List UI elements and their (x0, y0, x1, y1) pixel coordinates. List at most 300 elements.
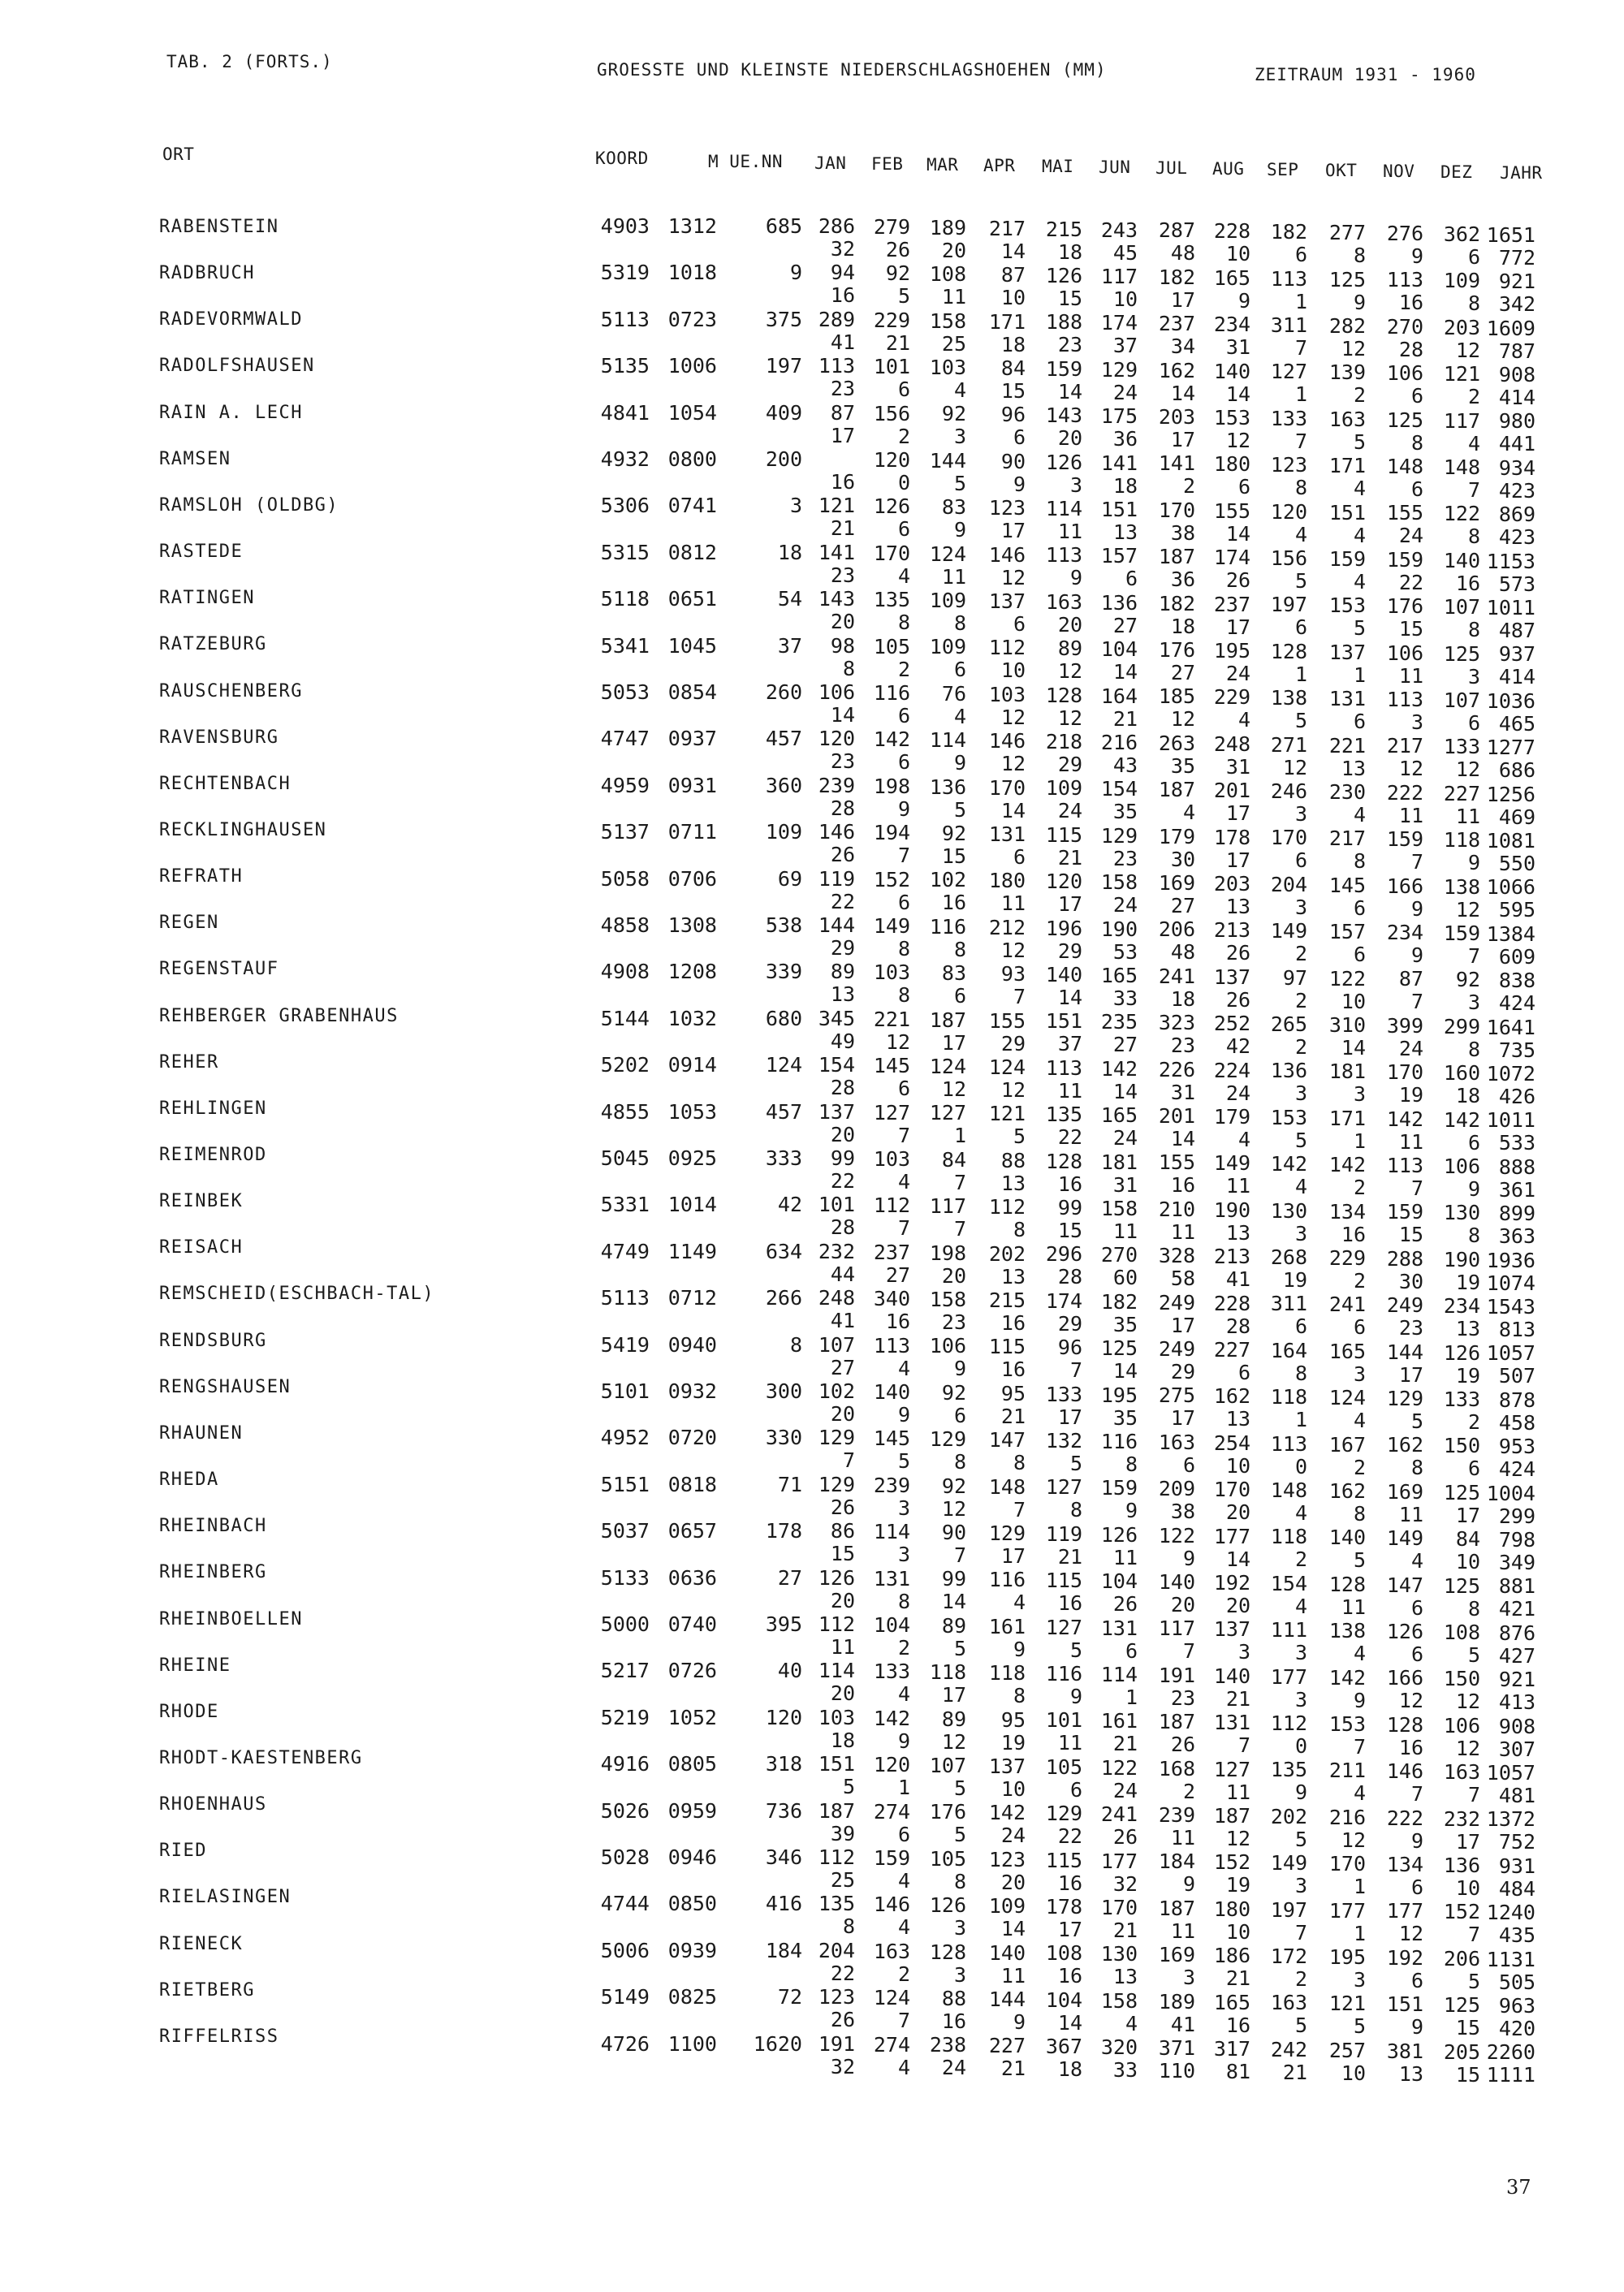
max-value: 141 (818, 540, 855, 564)
min-value: 27 (1112, 613, 1138, 637)
min-value: 4 (1294, 1175, 1307, 1199)
min-value: 37 (1057, 1032, 1082, 1056)
min-value: 3 (1353, 1967, 1366, 1992)
min-value: 19 (1398, 1083, 1423, 1107)
max-value: 257 (1328, 2038, 1366, 2062)
min-value: 6 (1069, 1777, 1082, 1802)
station-lon: 1054 (667, 400, 717, 425)
min-value: 9 (953, 1357, 966, 1381)
min-value: 7 (1467, 477, 1480, 502)
min-value: 21 (1112, 1918, 1138, 1942)
min-value: 9 (897, 1402, 910, 1427)
min-value: 35 (1170, 753, 1195, 778)
max-value: 1081 (1486, 829, 1535, 852)
max-value: 94 (830, 261, 855, 285)
min-value: 48 (1170, 241, 1195, 265)
max-value: 125 (1443, 1480, 1480, 1504)
station-lon: 1032 (667, 1006, 717, 1030)
station-lon: 0931 (667, 773, 717, 797)
max-value: 120 (1045, 870, 1082, 894)
max-value: 125 (1443, 641, 1480, 666)
max-value: 136 (1443, 1853, 1480, 1877)
max-value: 1072 (1486, 1062, 1535, 1086)
min-value: 43 (1112, 753, 1138, 777)
min-value: 12 (1057, 659, 1082, 684)
max-value: 235 (1100, 1010, 1138, 1034)
min-value: 441 (1498, 432, 1535, 456)
min-value: 2 (1182, 474, 1195, 499)
table-title: GROESSTE UND KLEINSTE NIEDERSCHLAGSHOEHEN (MM) (597, 60, 1107, 80)
col-okt: OKT (1325, 161, 1358, 180)
min-value: 12 (941, 1729, 966, 1754)
min-value: 24 (1000, 1824, 1026, 1848)
min-value: 8 (1410, 1456, 1423, 1480)
max-value: 190 (1100, 917, 1138, 941)
max-value: 151 (1100, 497, 1138, 521)
max-value: 230 (1328, 779, 1366, 804)
max-value: 908 (1498, 363, 1535, 386)
max-value: 159 (873, 1845, 910, 1870)
min-value: 6 (953, 1403, 966, 1427)
min-value: 3 (1294, 1641, 1307, 1665)
max-value: 143 (818, 587, 855, 611)
min-value: 53 (1112, 939, 1138, 964)
min-value: 19 (1282, 1268, 1307, 1292)
max-value: 118 (1443, 828, 1480, 852)
max-value: 224 (1213, 1058, 1250, 1082)
col-sep: SEP (1267, 160, 1299, 179)
min-value: 1 (1353, 1875, 1366, 1899)
min-value: 8 (1013, 1451, 1026, 1475)
min-value: 8 (953, 611, 966, 635)
min-value: 38 (1170, 1500, 1195, 1524)
min-value: 6 (1294, 243, 1307, 267)
min-value: 9 (1353, 290, 1366, 314)
min-value: 12 (1000, 705, 1026, 729)
max-value: 89 (1057, 637, 1082, 661)
min-value: 686 (1498, 758, 1535, 783)
station-lat: 5045 (600, 1146, 650, 1170)
station-name: RADOLFSHAUSEN (159, 356, 315, 377)
min-value: 6 (1353, 943, 1366, 967)
min-value: 15 (1057, 1219, 1082, 1242)
max-value: 277 (1328, 221, 1366, 245)
min-value: 11 (941, 564, 966, 589)
min-value: 3 (953, 1962, 966, 1987)
max-value: 249 (1158, 1290, 1195, 1314)
min-value: 14 (941, 1590, 966, 1614)
min-value: 12 (1225, 428, 1250, 452)
max-value: 99 (1057, 1196, 1082, 1219)
min-value: 9 (1410, 1828, 1423, 1853)
min-value: 12 (1455, 758, 1480, 782)
max-value: 239 (1158, 1803, 1195, 1827)
max-value: 76 (941, 681, 966, 706)
min-value: 14 (1112, 1359, 1138, 1383)
max-value: 124 (988, 1055, 1026, 1079)
max-value: 106 (818, 680, 855, 704)
min-value: 9 (953, 518, 966, 542)
max-value: 139 (1328, 360, 1366, 385)
max-value: 171 (1328, 1106, 1366, 1130)
min-value: 13 (1000, 1264, 1026, 1288)
max-value: 114 (873, 1520, 910, 1544)
station-lat: 5118 (600, 587, 650, 611)
max-value: 221 (873, 1007, 910, 1031)
station-name: RABENSTEIN (159, 217, 279, 237)
max-value: 345 (818, 1006, 855, 1030)
min-value: 3 (1353, 1082, 1366, 1107)
max-value: 252 (1213, 1012, 1250, 1036)
max-value: 164 (1270, 1338, 1307, 1362)
min-value: 4 (1237, 708, 1250, 732)
max-value: 198 (929, 1241, 966, 1265)
min-value: 3 (953, 1916, 966, 1940)
max-value: 144 (1386, 1340, 1423, 1364)
max-value: 210 (1158, 1197, 1195, 1221)
min-value: 18 (1170, 986, 1195, 1011)
max-value: 126 (929, 1893, 966, 1918)
max-value: 142 (1328, 1665, 1366, 1690)
max-value: 105 (873, 634, 910, 658)
max-value: 159 (1386, 827, 1423, 852)
max-value: 140 (1158, 1570, 1195, 1594)
max-value: 151 (1045, 1009, 1082, 1034)
max-value: 107 (1443, 595, 1480, 619)
max-value: 320 (1100, 2035, 1138, 2060)
min-value: 11 (1112, 1545, 1138, 1569)
min-value: 19 (1000, 1730, 1026, 1755)
max-value: 212 (988, 915, 1026, 939)
max-value: 197 (1270, 593, 1307, 617)
station-lon: 1149 (667, 1239, 717, 1263)
min-value: 6 (1294, 1314, 1307, 1339)
min-value: 2 (1353, 1455, 1366, 1479)
min-value: 9 (1069, 1685, 1082, 1708)
min-value: 18 (1000, 332, 1026, 356)
station-height: 330 (765, 1426, 802, 1450)
min-value: 41 (1225, 1267, 1250, 1292)
max-value: 128 (1045, 683, 1082, 707)
max-value: 148 (1270, 1478, 1307, 1502)
min-value: 17 (941, 1683, 966, 1707)
max-value: 157 (1328, 920, 1366, 944)
max-value: 160 (1443, 1061, 1480, 1086)
max-value: 138 (1328, 1619, 1366, 1643)
max-value: 237 (1158, 312, 1195, 336)
min-value: 13 (1000, 1171, 1026, 1195)
max-value: 371 (1158, 2036, 1195, 2060)
max-value: 153 (1328, 1711, 1366, 1736)
station-name: RAIN A. LECH (159, 402, 303, 423)
min-value: 6 (1467, 1130, 1480, 1155)
max-value: 140 (988, 1940, 1026, 1965)
min-value: 1 (1294, 382, 1307, 407)
min-value: 1 (1294, 289, 1307, 313)
min-value: 1111 (1486, 2063, 1535, 2087)
max-value: 126 (1443, 1340, 1480, 1365)
max-value: 114 (929, 728, 966, 753)
min-value: 29 (1057, 1311, 1082, 1336)
min-value: 14 (1112, 1079, 1138, 1103)
max-value: 121 (1443, 362, 1480, 386)
min-value: 17 (1398, 1362, 1423, 1387)
min-value: 3 (1410, 710, 1423, 734)
min-value: 11 (1057, 520, 1082, 543)
min-value: 4 (897, 1356, 910, 1380)
min-value: 6 (1410, 1642, 1423, 1666)
min-value: 487 (1498, 619, 1535, 642)
max-value: 163 (1045, 589, 1082, 614)
max-value: 189 (1158, 1989, 1195, 2014)
min-value: 4 (1182, 801, 1195, 825)
station-lat: 5341 (600, 633, 650, 658)
min-value: 7 (1182, 1639, 1195, 1664)
max-value: 1543 (1486, 1295, 1535, 1319)
max-value: 180 (988, 869, 1026, 893)
station-lat: 5144 (600, 1006, 650, 1030)
max-value: 921 (1498, 1668, 1535, 1692)
station-height: 3 (789, 494, 802, 518)
max-value: 142 (873, 1706, 910, 1730)
max-value: 131 (988, 822, 1026, 846)
max-value: 113 (1386, 1154, 1423, 1177)
max-value: 189 (929, 215, 966, 240)
max-value: 88 (1000, 1148, 1026, 1172)
min-value: 772 (1498, 245, 1535, 270)
max-value: 881 (1498, 1574, 1535, 1599)
max-value: 239 (873, 1473, 910, 1497)
min-value: 421 (1498, 1597, 1535, 1621)
station-name: RHODE (159, 1701, 219, 1722)
min-value: 18 (1455, 1084, 1480, 1108)
max-value: 203 (1443, 315, 1480, 339)
max-value: 83 (941, 495, 966, 520)
max-value: 119 (818, 866, 855, 891)
max-value: 921 (1498, 270, 1535, 294)
min-value: 12 (1057, 706, 1082, 730)
station-lon: 0959 (667, 1798, 717, 1823)
min-value: 58 (1170, 1267, 1195, 1291)
min-value: 2 (1294, 942, 1307, 966)
min-value: 9 (1182, 1546, 1195, 1570)
min-value: 6 (1294, 848, 1307, 873)
min-value: 4 (897, 2055, 910, 2079)
min-value: 363 (1498, 1224, 1535, 1249)
station-lon: 0711 (667, 820, 717, 844)
max-value: 203 (1213, 871, 1250, 896)
station-lon: 1006 (667, 354, 717, 378)
station-height: 634 (765, 1239, 802, 1263)
max-value: 1066 (1486, 875, 1535, 900)
min-value: 15 (1057, 287, 1082, 310)
max-value: 234 (1213, 313, 1250, 337)
max-value: 83 (941, 961, 966, 986)
max-value: 129 (1386, 1387, 1423, 1410)
min-value: 11 (1057, 1731, 1082, 1755)
min-value: 3 (1294, 1221, 1307, 1245)
min-value: 8 (1294, 1361, 1307, 1385)
station-height: 109 (765, 820, 802, 844)
col-dez: DEZ (1440, 162, 1473, 182)
max-value: 222 (1386, 780, 1423, 805)
min-value: 5 (842, 1775, 855, 1799)
min-value: 3 (1353, 1362, 1366, 1386)
min-value: 12 (1170, 707, 1195, 732)
max-value: 1057 (1486, 1761, 1535, 1785)
max-value: 149 (1386, 1526, 1423, 1551)
station-lat: 5133 (600, 1565, 650, 1590)
max-value: 129 (818, 1472, 855, 1496)
max-value: 168 (1158, 1756, 1195, 1781)
max-value: 270 (1100, 1243, 1138, 1267)
min-value: 342 (1498, 292, 1535, 317)
max-value: 109 (1443, 269, 1480, 293)
max-value: 182 (1100, 1289, 1138, 1314)
station-name: RIED (159, 1841, 207, 1862)
min-value: 7 (953, 1217, 966, 1241)
min-value: 609 (1498, 944, 1535, 969)
max-value: 96 (1057, 1336, 1082, 1360)
max-value: 1011 (1486, 1108, 1535, 1133)
min-value: 10 (1341, 2061, 1366, 2085)
station-lon: 1100 (667, 2031, 717, 2056)
max-value: 103 (873, 960, 910, 985)
min-value: 13 (1455, 1317, 1480, 1341)
min-value: 6 (897, 890, 910, 914)
max-value: 323 (1158, 1011, 1195, 1035)
min-value: 41 (830, 330, 855, 354)
station-lon: 0706 (667, 866, 717, 891)
min-value: 6 (897, 1077, 910, 1101)
max-value: 103 (873, 1146, 910, 1171)
min-value: 17 (1225, 848, 1250, 872)
min-value: 6 (1294, 615, 1307, 640)
min-value: 20 (941, 1263, 966, 1288)
min-value: 3 (1294, 802, 1307, 826)
max-value: 99 (830, 1146, 855, 1170)
min-value: 22 (830, 889, 855, 913)
min-value: 29 (1057, 753, 1082, 776)
min-value: 21 (1225, 1966, 1250, 1991)
station-lon: 0726 (667, 1659, 717, 1683)
min-value: 23 (830, 563, 855, 587)
max-value: 129 (818, 1426, 855, 1450)
min-value: 18 (1057, 240, 1082, 264)
station-name: RADBRUCH (159, 263, 255, 284)
max-value: 234 (1443, 1294, 1480, 1319)
max-value: 1057 (1486, 1341, 1535, 1366)
max-value: 876 (1498, 1621, 1535, 1645)
min-value: 424 (1498, 1457, 1535, 1482)
station-height: 416 (765, 1892, 802, 1916)
station-height: 8 (789, 1332, 802, 1357)
station-height: 457 (765, 1099, 802, 1124)
max-value: 170 (1386, 1060, 1423, 1085)
min-value: 16 (1057, 1871, 1082, 1895)
min-value: 8 (1467, 524, 1480, 549)
max-value: 296 (1045, 1242, 1082, 1267)
max-value: 125 (1386, 408, 1423, 432)
max-value: 142 (988, 1801, 1026, 1825)
min-value: 26 (1112, 1592, 1138, 1616)
max-value: 118 (929, 1660, 966, 1685)
max-value: 953 (1498, 1435, 1535, 1459)
min-value: 14 (1000, 239, 1026, 263)
max-value: 218 (1045, 730, 1082, 753)
min-value: 12 (941, 1496, 966, 1521)
max-value: 146 (1386, 1759, 1423, 1784)
max-value: 381 (1386, 2039, 1423, 2063)
min-value: 20 (830, 1402, 855, 1426)
max-value: 177 (1270, 1664, 1307, 1689)
min-value: 5 (1353, 1548, 1366, 1573)
min-value: 7 (1410, 1176, 1423, 1200)
station-height: 346 (765, 1845, 802, 1869)
max-value: 163 (1270, 1991, 1307, 2015)
min-value: 413 (1498, 1690, 1535, 1715)
col-koord: KOORD (595, 149, 649, 168)
max-value: 197 (1270, 1897, 1307, 1922)
max-value: 177 (1328, 1898, 1366, 1923)
max-value: 192 (1386, 1945, 1423, 1970)
min-value: 17 (1170, 287, 1195, 312)
min-value: 35 (1112, 800, 1138, 824)
station-lat: 5113 (600, 307, 650, 331)
min-value: 12 (1398, 1689, 1423, 1713)
station-height: 9 (789, 261, 802, 285)
station-name: RHOENHAUS (159, 1794, 267, 1815)
min-value: 9 (1410, 896, 1423, 921)
station-name: REIMENROD (159, 1145, 267, 1165)
col-aug: AUG (1212, 159, 1245, 179)
min-value: 10 (1000, 1776, 1026, 1801)
min-value: 16 (1341, 1222, 1366, 1246)
min-value: 2 (1294, 1967, 1307, 1991)
max-value: 158 (929, 1288, 966, 1311)
max-value: 963 (1498, 1994, 1535, 2018)
max-value: 88 (941, 1987, 966, 2010)
max-value: 140 (1213, 1664, 1250, 1688)
min-value: 9 (1125, 1499, 1138, 1523)
max-value: 340 (873, 1287, 910, 1311)
min-value: 14 (1170, 1127, 1195, 1150)
max-value: 1641 (1486, 1015, 1535, 1039)
min-value: 3 (1294, 1874, 1307, 1898)
min-value: 6 (1013, 611, 1026, 636)
station-height: 318 (765, 1752, 802, 1776)
max-value: 144 (818, 913, 855, 937)
max-value: 166 (1386, 1666, 1423, 1690)
min-value: 13 (1398, 2061, 1423, 2086)
station-lon: 1312 (667, 214, 717, 238)
max-value: 241 (1100, 1802, 1138, 1827)
max-value: 104 (1045, 1988, 1082, 2012)
station-lon: 0937 (667, 727, 717, 751)
min-value: 16 (1000, 1358, 1026, 1382)
min-value: 8 (1125, 1452, 1138, 1476)
min-value: 7 (1410, 850, 1423, 874)
max-value: 104 (1100, 1569, 1138, 1594)
station-name: REGENSTAUF (159, 959, 279, 980)
min-value: 8 (1353, 244, 1366, 268)
max-value: 84 (1000, 356, 1026, 380)
min-value: 4 (1353, 523, 1366, 547)
max-value: 140 (1045, 963, 1082, 986)
max-value: 138 (1270, 686, 1307, 710)
max-value: 118 (1270, 1385, 1307, 1409)
max-value: 187 (929, 1008, 966, 1032)
